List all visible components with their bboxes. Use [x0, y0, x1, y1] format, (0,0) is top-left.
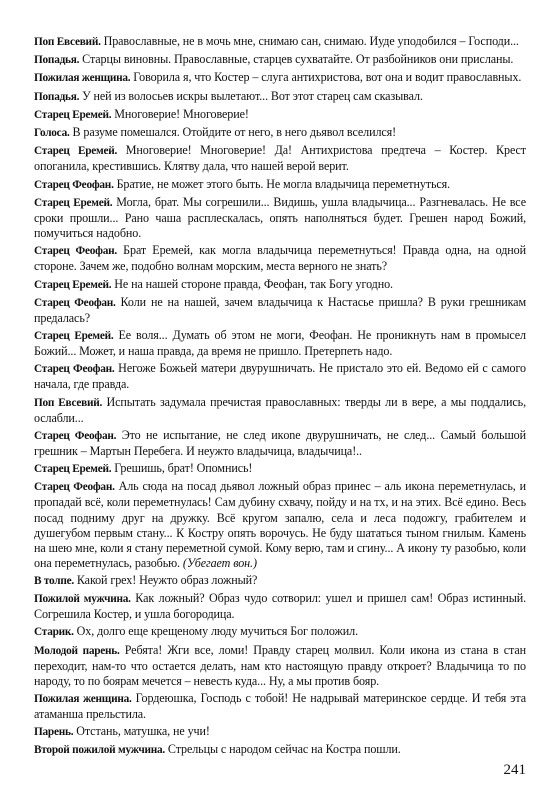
speech-text: Коли не на нашей, зачем владычица к Настасье пришла? В руки грешникам предалась?	[34, 294, 527, 325]
speech-text: Старцы виновны. Православные, старцев сухватайте. От разбойников они присланы.	[79, 52, 514, 67]
speech-text: Многоверие! Многоверие! Да! Антихристова предтеча – Костер. Крест опоганила, крестившись. Клятву дала, что нашей верой верит.	[34, 143, 526, 174]
speech-text: Гордеюшка, Господь с тобой! Не надрывай материнское сердце. И тебя эта атаманша прельстила.	[34, 690, 526, 721]
speech	[34, 295, 526, 326]
speech-text: У ней из волосьев искры вылетают... Вот этот старец сам сказывал.	[79, 88, 423, 103]
speech	[34, 177, 526, 193]
speaker-name: Парень.	[34, 726, 74, 739]
speech-text: В разуме помешался. Отойдите от него, в него дьявол вселился!	[69, 125, 397, 140]
speech	[34, 395, 526, 426]
speaker-name: Пожилая женщина.	[34, 692, 132, 705]
speech	[34, 742, 526, 758]
speaker-name: Молодой парень.	[34, 644, 120, 657]
speech	[34, 277, 526, 293]
speaker-name: Старец Феофан.	[34, 178, 114, 191]
speech	[34, 643, 526, 689]
speech	[34, 428, 526, 459]
play-text	[34, 34, 526, 761]
speech-text: Брат Еремей, как могла владычица переметнуться! Правда одна, на одной стороне. Зачем же, подобно волнам морским, места верного не знать?	[34, 243, 527, 274]
speech-text: Отстань, матушка, не учи!	[73, 724, 210, 739]
speaker-name: Поп Евсевий.	[34, 396, 103, 409]
speaker-name: Старец Еремей.	[34, 278, 112, 291]
speech	[34, 624, 526, 640]
speaker-name: Второй пожилой мужчина.	[34, 744, 165, 757]
speech-text: Многоверие! Многоверие!	[111, 106, 249, 121]
speech	[34, 89, 526, 105]
stage-direction: (Убегает вон.)	[182, 555, 257, 570]
speech-text: Православные, не в мочь мне, снимаю сан, снимаю. Иуде уподобился – Господи...	[100, 34, 519, 48]
speech	[34, 52, 526, 68]
speech-text: Это не испытание, не след икone двурушничать, не след... Самый большой грешник – Мартын Перебега. И неужто владычица, владычица!..	[34, 427, 526, 458]
speech-text: Грешишь, брат! Опомнись!	[111, 461, 253, 476]
speech-text: Какой грех! Неужто образ ложный?	[73, 572, 258, 587]
speaker-name: Старец Феофан.	[34, 481, 115, 494]
speaker-name: Старик.	[34, 626, 74, 639]
speech-text: Ох, долго еще крещеному люду мучиться Бог положил.	[73, 624, 359, 639]
speech	[34, 143, 526, 174]
speech-text: Говорила я, что Костер – слуга антихристова, вот она и водит православных.	[130, 70, 522, 85]
speech-text: Испытать задумала пречистая православных: тверды ли в вере, а мы поддались, ослабли...	[34, 394, 526, 425]
speech	[34, 107, 526, 123]
speech-text: Аль сюда на посад дьявол ложный образ принес – аль икона переметнулась, и пропадай всё, коли переметнулась! Сам дубину схвачу, пойду и на тх, и на этих. Всё едино. Весь посад подниму друг на дружку. Всё кругом запалю, села и леса подожгу, грабителем и душегубом первым стану... К Кострy опять ворочусь. Не буду шататься тынoм гнилым. Камень на шею мне, коли я стану переметной сумой. Кому верю, там и сгину... А икону ту разобью, коли она переметнулась, разобью.	[34, 479, 526, 570]
speaker-name: Поп Евсевий.	[34, 36, 101, 48]
speaker-name: Голоса.	[34, 127, 70, 140]
speaker-name: Попадья.	[34, 54, 80, 67]
speaker-name: В толпе.	[34, 574, 74, 587]
speech	[34, 573, 526, 589]
speech-text: Могла, брат. Мы согрешили... Видишь, ушла владычица... Разгневалась. Не все сроки прошли... Рано чаша расплескалась, опять наполняться будет. Грешен народ Божий, помучиться надобно.	[34, 194, 526, 241]
speech-text: Негоже Божьей матери двурушничать. Не пристало это ей. Ведомо ей с самого начала, где правда.	[34, 361, 527, 392]
speech-text: Братие, не может этого быть. Не могла владычица переметнуться.	[113, 176, 451, 191]
speech	[34, 361, 526, 392]
speaker-name: Старец Феофан.	[34, 429, 117, 442]
speech	[34, 691, 526, 722]
speech-text: Стрельцы с народом сейчас на Костра пошли.	[164, 742, 401, 757]
speech	[34, 195, 526, 241]
speaker-name: Попадья.	[34, 90, 80, 103]
speech-text: Ребята! Жги все, ломи! Правду старец молвил. Коли икона из стана в стан переходит, нам-то что остается делать, нам кто настоящую правду откроет? Владычица то по народу, то по боярам мечется – невесть куда... Ну, а мы против бояр.	[34, 642, 526, 688]
speaker-name: Старец Феофан.	[34, 296, 116, 309]
speaker-name: Старец Еремей.	[34, 196, 113, 209]
speaker-name: Старец Еремей.	[34, 463, 112, 476]
speech	[34, 591, 526, 622]
speech	[34, 34, 526, 50]
speech-text: Ее воля... Думать об этом не моги, Феофан. Не проникнуть нам в промысел Божий... Может, и наша правда, да время не пришло. Претерпеть надо.	[34, 328, 526, 359]
speaker-name: Старец Еремей.	[34, 330, 114, 343]
speaker-name: Пожилая женщина.	[34, 72, 131, 85]
speech	[34, 461, 526, 477]
page-number: 241	[503, 762, 526, 778]
speaker-name: Пожилой мужчина.	[34, 593, 131, 606]
speech	[34, 243, 526, 274]
speech	[34, 328, 526, 359]
speech	[34, 125, 526, 141]
speech	[34, 70, 526, 86]
speaker-name: Старец Еремей.	[34, 145, 118, 158]
speaker-name: Старец Феофан.	[34, 245, 117, 258]
speech	[34, 724, 526, 740]
speech-text: Не на нашей стороне правда, Феофан, так Богу угодно.	[111, 276, 393, 291]
speaker-name: Старец Еремей.	[34, 108, 112, 121]
speech-text: Как ложный? Образ чудо сотворил: ушел и пришел сам! Образ истинный. Согрешила Костер, и ушла богородица.	[34, 591, 527, 622]
speaker-name: Старец Феофан.	[34, 363, 115, 376]
speech	[34, 479, 526, 570]
